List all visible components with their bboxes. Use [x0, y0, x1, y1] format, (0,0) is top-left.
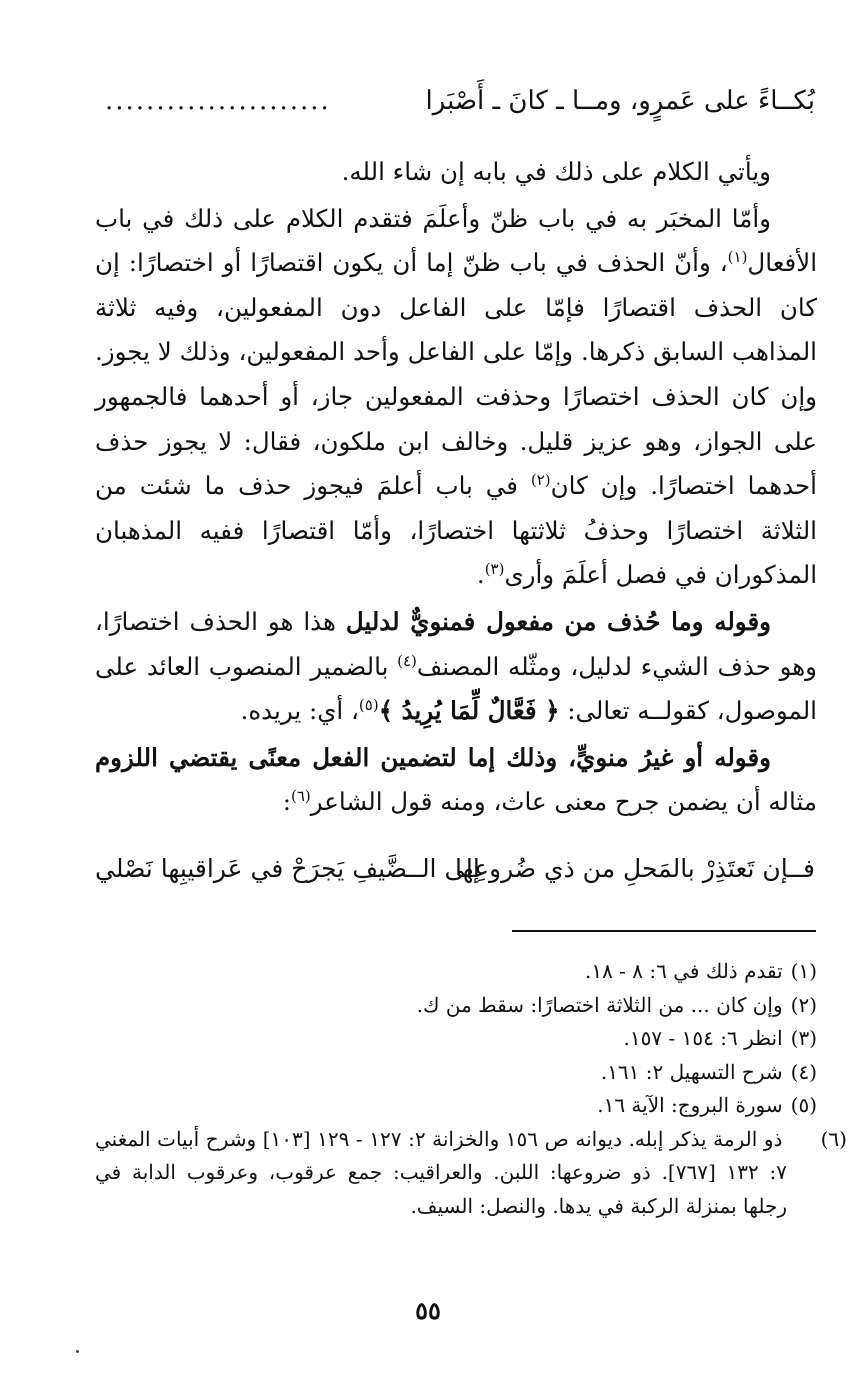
footnote-text: تقدم ذلك في ٦: ٨ - ١٨. [584, 959, 783, 983]
footnote-separator [512, 930, 816, 932]
footnote [95, 989, 817, 1023]
footnote-ref: (٣) [484, 560, 505, 579]
footnote [95, 1022, 817, 1056]
paragraph [95, 197, 817, 598]
main-text [95, 150, 817, 827]
footnote-text: وإن كان ... من الثلاثة اختصارًا: سقط من ك. [416, 992, 783, 1017]
footnote-number: (١) [790, 959, 817, 983]
scan-speck [76, 1350, 79, 1353]
footnote-ref: (٥) [358, 695, 379, 714]
text-run: مثاله أن يضمن جرح معنى عاث، ومنه قول الشاعر [310, 787, 817, 817]
footnote-text: انظر ٦: ١٥٤ - ١٥٧. [623, 1026, 783, 1050]
footnote-number: (٥) [790, 1093, 817, 1117]
text-run: بالضمير المنصوب العائد على الموصول، كقولــه تعالى: [95, 651, 817, 726]
text-run: : [282, 787, 291, 817]
poem-hemistich-right: فــإن تَعتَذِرْ بالمَحلِ من ذي ضُروعِها [454, 854, 815, 883]
poem-hemistich-left: إلى الــضَّيفِ يَجرَحْ في عَراقيبِها نَصْلي [95, 854, 480, 883]
footnote-ref: (٢) [530, 471, 551, 489]
verse-top [95, 78, 815, 128]
footnote-number: (٣) [790, 1026, 817, 1050]
footnote [95, 1089, 817, 1123]
footnotes [95, 955, 847, 1223]
footnote-number: (٦) [820, 1126, 847, 1151]
text-run: هذا هو الحذف اختصارًا، وهو حذف الشيء لدليل، ومثّله المصنف [95, 606, 818, 681]
footnote-text: سورة البروج: الآية ١٦. [597, 1093, 783, 1117]
paragraph [95, 600, 817, 734]
footnote [95, 1056, 817, 1090]
verse-top-hemistich-left: ...................... [105, 86, 331, 116]
poem-verse [95, 848, 815, 896]
verse-top-hemistich-right: بُكــاءً على عَمرٍو، ومــا ـ كانَ ـ أَصْبَرا [425, 86, 815, 116]
text-run: ويأتي الكلام على ذلك في بابه إن شاء الله. [341, 157, 771, 186]
text-run: وأمّا المخبَر به في باب ظنّ وأعلَمَ فتقدم الكلام على ذلك في باب الأفعال [95, 203, 817, 278]
footnote-text: شرح التسهيل ٢: ١٦١. [600, 1059, 783, 1084]
footnote-number: (٢) [790, 992, 817, 1017]
footnote-ref: (١) [727, 248, 748, 267]
footnote-text: ذو الرمة يذكر إبله. ديوانه ص ١٥٦ والخزانة ٢: ١٢٧ - ١٢٩ [١٠٣] وشرح أبيات المغني ٧: ١٣٢ [٧٦٧]. ذو ضروعها: اللبن. والعراقيب: جمع عرقوب، وعرقوب الدابة في رجلها بمنزلة الركبة في يدها. والنصل: السيف. [95, 1126, 787, 1218]
footnote [95, 1123, 847, 1224]
footnote-number: (٤) [790, 1059, 817, 1084]
bold-quote: وقوله وما حُذف من مفعول فمنويٌّ لدليل [345, 606, 771, 636]
paragraph [95, 736, 817, 825]
footnote-ref: (٦) [290, 787, 311, 806]
text-run: ، أي: يريده. [240, 696, 359, 726]
bold-quote: وقوله أو غيرُ منويٍّ، وذلك إما لتضمين الفعل معنًى يقتضي اللزوم [95, 742, 771, 772]
text-run: . [476, 560, 485, 590]
paragraph [95, 150, 817, 195]
bold-quote: ﴿ فَعَّالٌ لِّمَا يُرِيدُ ﴾ [378, 696, 560, 726]
footnote [95, 955, 817, 989]
text-run: ، وأنّ الحذف في باب ظنّ إما أن يكون اقتصارًا أو اختصارًا: إن كان الحذف اقتصارًا فإمّا على الفاعل دون المفعولين، وفيه ثلاثة المذاهب السابق ذكرها. وإمّا على الفاعل وأحد المفعولين، وذلك لا يجوز. وإن كان الحذف اختصارًا وحذفت المفعولين جاز، أو أحدهما فالجمهور على الجواز، وهو عزيز قليل. وخالف ابن ملكون، فقال: لا يجوز حذف أحدهما اختصارًا. وإن كان [95, 248, 817, 501]
footnote-ref: (٤) [397, 651, 417, 670]
text-run: في باب أعلمَ فيجوز حذف ما شئت من الثلاثة اختصارًا وحذفُ ثلاثتها اختصارًا، وأمّا اقتصارًا ففيه المذهبان المذكوران في فصل أعلَمَ وأرى [95, 471, 817, 590]
page-number: ٥٥ [415, 1296, 441, 1325]
